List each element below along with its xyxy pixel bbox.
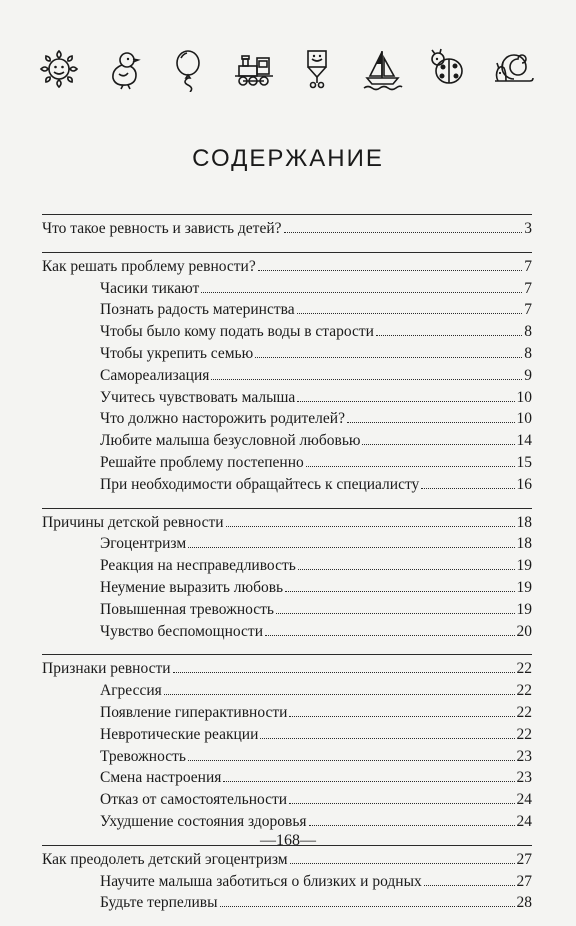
toc-subentry (42, 621, 532, 643)
dot-leader (260, 734, 514, 739)
entry-page-number: 19 (516, 600, 532, 618)
entry-page-number: 7 (524, 301, 532, 319)
entry-title: Неумение выразить любовь (100, 578, 284, 596)
toc-subentry (42, 599, 532, 621)
entry-title: Что должно насторожить родителей? (100, 410, 345, 428)
toc-subentry (42, 474, 532, 496)
entry-page-number: 27 (516, 872, 532, 890)
train-icon (231, 46, 277, 92)
entry-title: Тревожность (100, 747, 186, 765)
entry-page-number: 8 (524, 323, 532, 341)
toc-subentry (42, 767, 532, 789)
entry-page-number: 16 (516, 475, 532, 493)
toc-subentry (42, 702, 532, 724)
entry-page-number: 22 (516, 682, 532, 700)
entry-page-number: 22 (516, 725, 532, 743)
snail-icon (490, 46, 536, 92)
entry-title: Научите малыша заботиться о близких и родных (100, 872, 422, 890)
entry-page-number: 10 (516, 388, 532, 406)
entry-title: Любите малыша безусловной любовью (100, 432, 361, 450)
entry-page-number: 3 (524, 220, 532, 237)
chick-icon (101, 46, 147, 92)
entry-title: Повышенная тревожность (100, 600, 274, 618)
entry-title: Причины детской ревности (42, 513, 224, 531)
entry-title: Чтобы было кому подать воды в старости (100, 323, 374, 341)
sun-icon (36, 46, 82, 92)
entry-title: Ухудшение состояния здоровья (100, 812, 307, 830)
entry-page-number: 7 (524, 257, 532, 275)
toc-subentry (42, 387, 532, 409)
entry-page-number: 22 (516, 660, 532, 678)
toc-subentry (42, 577, 532, 599)
dot-leader (347, 418, 515, 423)
sailboat-icon (360, 46, 406, 92)
dot-leader (211, 375, 522, 380)
toc-subentry (42, 789, 532, 811)
entry-page-number: 27 (516, 850, 532, 868)
dot-leader (188, 543, 514, 548)
dot-leader (362, 440, 514, 445)
toc-subentry (42, 746, 532, 768)
dot-leader (306, 462, 515, 467)
entry-page-number: 24 (516, 791, 532, 809)
dot-leader (226, 522, 515, 527)
entry-page-number: 19 (516, 557, 532, 575)
entry-page-number: 18 (516, 535, 532, 553)
balloon-icon (166, 46, 212, 92)
toc-subentry (42, 811, 532, 833)
dot-leader (421, 484, 514, 489)
dot-leader (173, 668, 515, 673)
toc-subentry (42, 408, 532, 430)
page-number: —168— (260, 832, 316, 849)
toc-entry (42, 218, 532, 240)
entry-page-number: 23 (516, 747, 532, 765)
entry-title: Агрессия (100, 682, 162, 700)
dot-leader (298, 565, 515, 570)
table-of-contents (42, 214, 532, 926)
dot-leader (265, 631, 515, 636)
toc-section (42, 845, 532, 914)
page-title: СОДЕРЖАНИЕ (192, 145, 384, 172)
entry-title: Решайте проблему постепенно (100, 453, 304, 471)
dot-leader (223, 777, 514, 782)
entry-page-number: 24 (516, 812, 532, 830)
entry-title: Появление гиперактивности (100, 703, 288, 721)
entry-title: Признаки ревности (42, 660, 171, 678)
entry-page-number: 28 (516, 894, 532, 912)
entry-page-number: 18 (516, 513, 532, 531)
icon-strip (36, 46, 536, 92)
dot-leader (376, 331, 522, 336)
dot-leader (309, 821, 515, 826)
dot-leader (285, 587, 514, 592)
dot-leader (255, 353, 522, 358)
toc-subentry (42, 871, 532, 893)
entry-title: Чувство беспомощности (100, 622, 263, 640)
dot-leader (276, 609, 515, 614)
entry-title: Познать радость материнства (100, 301, 295, 319)
toc-subentry (42, 533, 532, 555)
toc-entry (42, 256, 532, 278)
entry-title: Как преодолеть детский эгоцентризм (42, 850, 288, 868)
toc-subentry (42, 365, 532, 387)
entry-page-number: 15 (516, 453, 532, 471)
toc-subentry (42, 680, 532, 702)
dot-leader (289, 799, 514, 804)
entry-title: Как решать проблему ревности? (42, 257, 256, 275)
entry-title: Эгоцентризм (100, 535, 187, 553)
dot-leader (164, 690, 515, 695)
entry-title: Отказ от самостоятельности (100, 791, 288, 809)
entry-title: Самореализация (100, 366, 210, 384)
toc-entry (42, 849, 532, 871)
toc-subentry (42, 278, 532, 300)
entry-title: При необходимости обращайтесь к специалисту (100, 475, 420, 493)
ladybug-icon (425, 46, 471, 92)
toc-section (42, 214, 532, 240)
toc-entry (42, 658, 532, 680)
cart-icon (295, 46, 341, 92)
toc-section (42, 252, 532, 496)
entry-page-number: 22 (516, 703, 532, 721)
entry-title: Будьте терпеливы (100, 894, 218, 912)
entry-title: Чтобы укрепить семью (100, 344, 254, 362)
entry-page-number: 9 (524, 366, 532, 384)
entry-title: Что такое ревность и зависть детей? (42, 220, 282, 237)
dot-leader (424, 881, 515, 886)
entry-title: Учитесь чувствовать малыша (100, 388, 296, 406)
dot-leader (297, 309, 523, 314)
entry-title: Часики тикают (100, 279, 200, 297)
toc-subentry (42, 452, 532, 474)
entry-page-number: 14 (516, 432, 532, 450)
dot-leader (297, 397, 514, 402)
entry-page-number: 23 (516, 769, 532, 787)
entry-page-number: 19 (516, 578, 532, 596)
dot-leader (220, 902, 515, 907)
entry-title: Невротические реакции (100, 725, 259, 743)
toc-subentry (42, 299, 532, 321)
toc-section (42, 508, 532, 643)
toc-subentry (42, 343, 532, 365)
dot-leader (290, 859, 515, 864)
toc-subentry (42, 892, 532, 914)
entry-page-number: 8 (524, 344, 532, 362)
dot-leader (201, 288, 522, 293)
toc-section (42, 654, 532, 832)
entry-title: Смена настроения (100, 769, 222, 787)
toc-subentry (42, 555, 532, 577)
entry-page-number: 20 (516, 622, 532, 640)
toc-entry (42, 512, 532, 534)
entry-title: Реакция на несправедливость (100, 557, 296, 575)
entry-page-number: 7 (524, 279, 532, 297)
dot-leader (284, 228, 523, 233)
entry-page-number: 10 (516, 410, 532, 428)
toc-subentry (42, 321, 532, 343)
toc-subentry (42, 430, 532, 452)
toc-subentry (42, 724, 532, 746)
dot-leader (188, 756, 515, 761)
dot-leader (258, 266, 523, 271)
dot-leader (289, 712, 514, 717)
